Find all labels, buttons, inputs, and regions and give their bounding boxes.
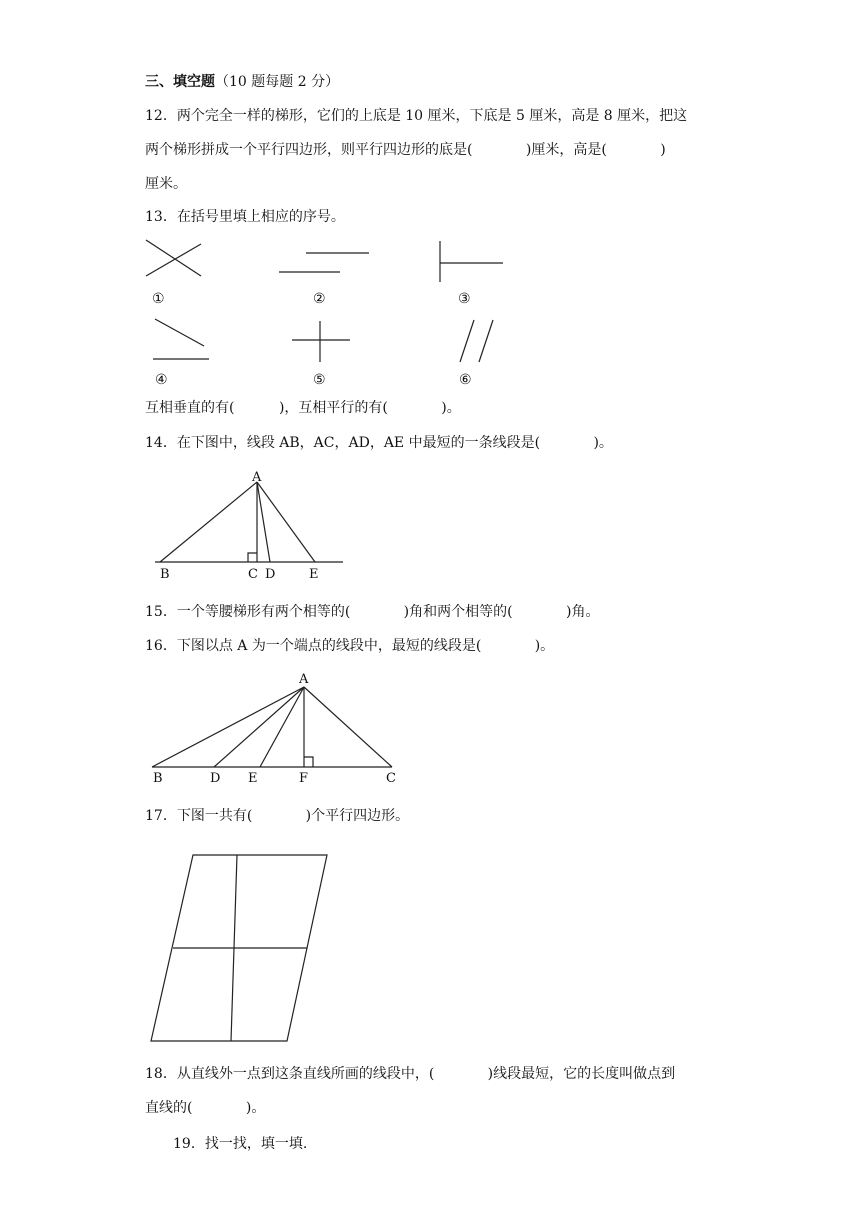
- q19-question: 19．找一找，填一填.: [173, 1136, 308, 1152]
- fig5-label: ⑤: [313, 372, 326, 388]
- q12-line3: 厘米。: [145, 176, 187, 192]
- q16-label-a: A: [299, 672, 309, 687]
- q16-label-c: C: [386, 771, 396, 786]
- q12-line2: 两个梯形拼成一个平行四边形，则平行四边形的底是( )厘米，高是( ): [145, 142, 666, 158]
- section-title-note: （10 题每题 2 分）: [215, 74, 340, 90]
- q14-label-a: A: [252, 470, 262, 485]
- fig2-label: ②: [313, 291, 326, 307]
- q14-question: 14．在下图中，线段 AB，AC，AD，AE 中最短的一条线段是( )。: [145, 435, 613, 451]
- q13-question: 13．在括号里填上相应的序号。: [145, 209, 345, 225]
- q16-label-d: D: [210, 771, 221, 786]
- q13-answer-line: 互相垂直的有( )，互相平行的有( )。: [145, 400, 461, 416]
- q12-line1: 12．两个完全一样的梯形，它们的上底是 10 厘米，下底是 5 厘米，高是 8 厘米，把这: [145, 108, 688, 124]
- q14-label-e: E: [309, 567, 319, 582]
- q18-line2: 直线的( )。: [145, 1100, 266, 1116]
- q18-line1: 18．从直线外一点到这条直线所画的线段中，( )线段最短，它的长度叫做点到: [145, 1066, 676, 1082]
- q16-label-f: F: [299, 771, 309, 786]
- fig1-label: ①: [152, 291, 165, 307]
- q17-question: 17．下图一共有( )个平行四边形。: [145, 808, 410, 824]
- fig6-label: ⑥: [459, 372, 472, 388]
- fig4-label: ④: [155, 372, 168, 388]
- section-title-bold: 三、填空题: [145, 74, 215, 90]
- q14-label-d: D: [265, 567, 276, 582]
- q14-label-c: C: [248, 567, 258, 582]
- q16-label-b: B: [153, 771, 163, 786]
- q16-question: 16．下图以点 A 为一个端点的线段中，最短的线段是( )。: [145, 638, 555, 654]
- q14-label-b: B: [160, 567, 170, 582]
- q16-label-e: E: [248, 771, 258, 786]
- q15-question: 15．一个等腰梯形有两个相等的( )角和两个相等的( )角。: [145, 604, 600, 620]
- fig3-label: ③: [458, 291, 471, 307]
